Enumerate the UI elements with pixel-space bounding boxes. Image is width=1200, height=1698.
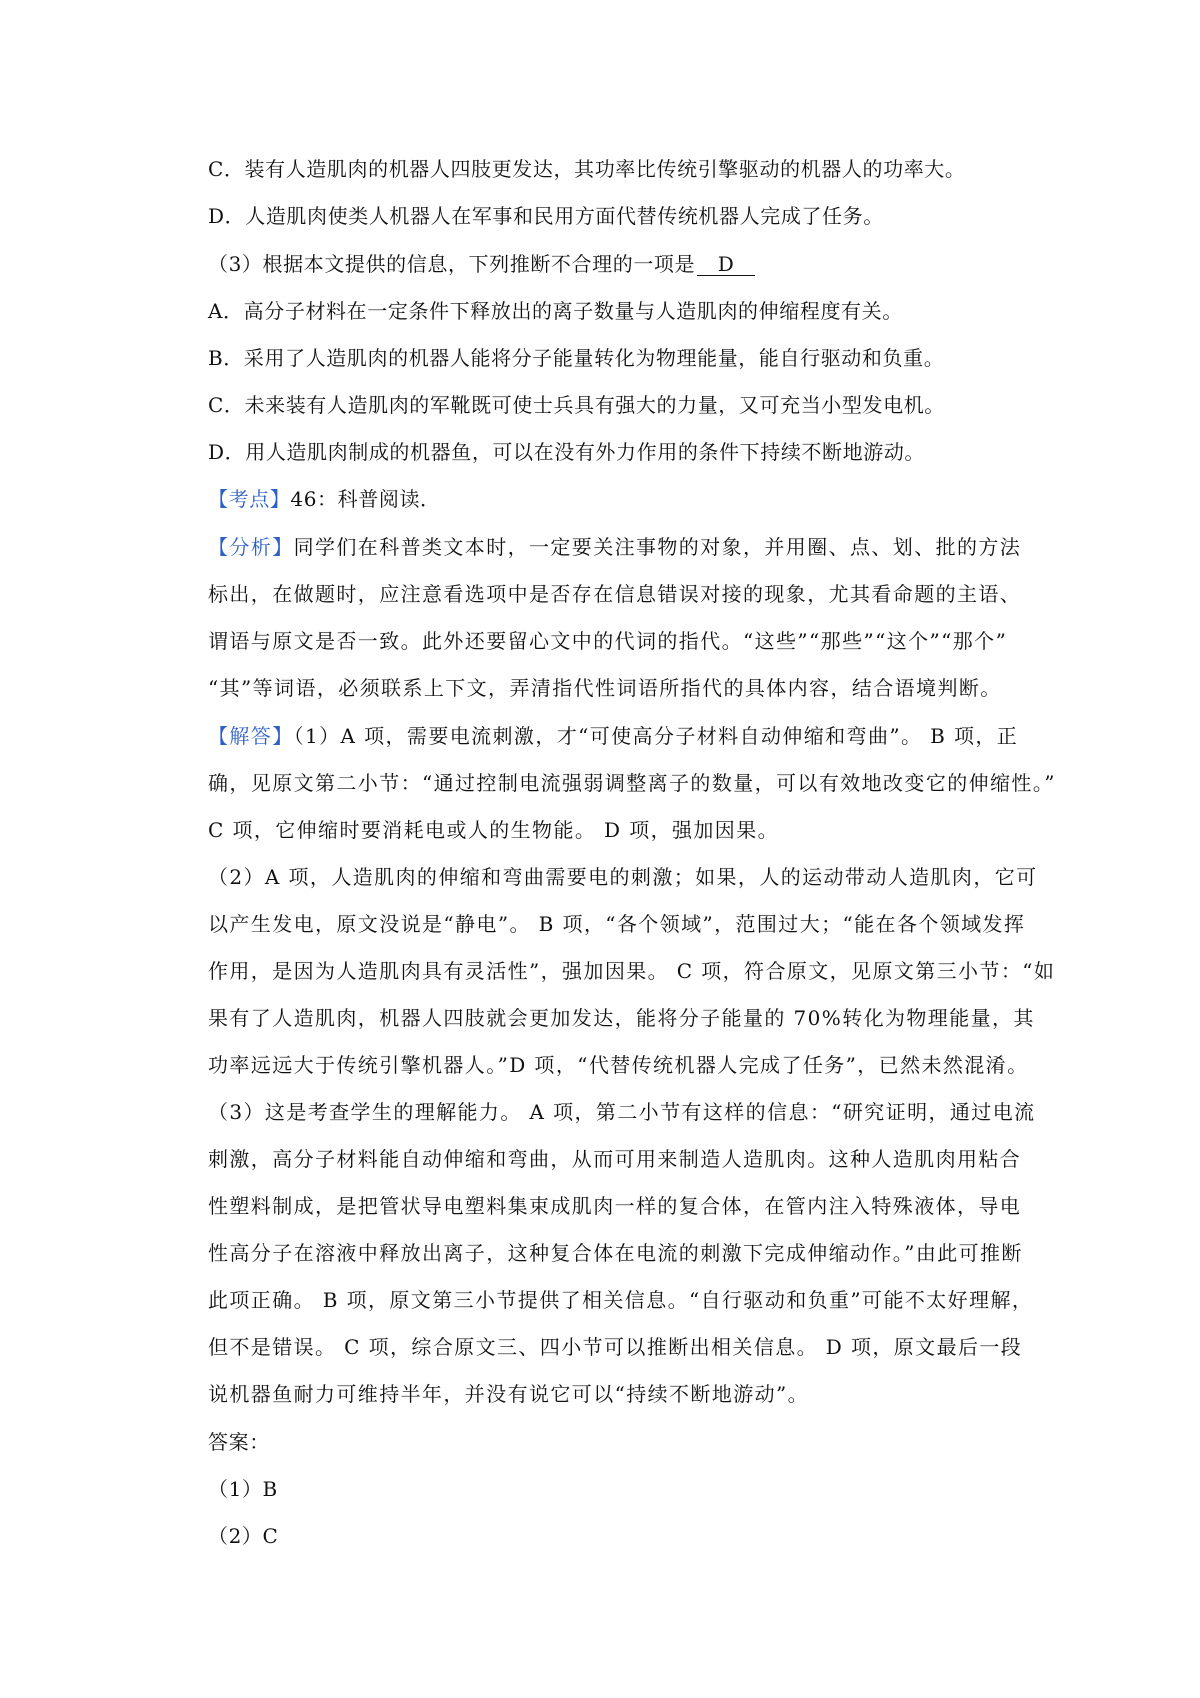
fenxi-line: 标出，在做题时，应注意看选项中是否存在信息错误对接的现象，尤其看命题的主语、 [208,582,1022,606]
answer-item: （2）C [208,1524,279,1548]
fenxi-line: 同学们在科普类文本时，一定要关注事物的对象，并用圈、点、划、批的方法 [293,535,1022,559]
jieda-line: 说机器鱼耐力可维持半年，并没有说它可以“持续不断地游动”。 [208,1382,810,1406]
kaodian-row [208,484,1038,514]
jieda-line: C 项，它伸缩时要消耗电或人的生物能。 D 项，强加因果。 [208,818,780,842]
fenxi-line: 谓语与原文是否一致。此外还要留心文中的代词的指代。“这些”“那些”“这个”“那个” [208,629,1008,653]
answer-label: 答案： [208,1430,270,1454]
kaodian-text: 46：科普阅读． [290,487,441,511]
q3-stem-text: （3）根据本文提供的信息，下列推断不合理的一项是 [208,252,696,276]
fenxi-line: “其”等词语，必须联系上下文，弄清指代性词语所指代的具体内容，结合语境判断。 [208,676,1002,700]
jieda-line: 性塑料制成，是把管状导电塑料集束成肌肉一样的复合体，在管内注入特殊液体，导电 [208,1194,1022,1218]
jieda-line: 功率远远大于传统引擎机器人。”D 项，“代替传统机器人完成了任务”，已然未然混淆。 [208,1053,1029,1077]
jieda-line: 果有了人造肌肉，机器人四肢就会更加发达，能将分子能量的 70%转化为物理能量，其 [208,1006,1035,1030]
jieda-row [208,721,1038,751]
jieda-tag: 【解答】 [208,724,294,748]
jieda-line: （2）A 项，人造肌肉的伸缩和弯曲需要电的刺激；如果，人的运动带动人造肌肉，它可 [208,865,1038,889]
jieda-line: 作用，是因为人造肌肉具有灵活性”，强加因果。 C 项，符合原文，见原文第三小节：“如 [208,959,1056,983]
answer-item: （1）B [208,1477,278,1501]
q3-option-d: D．用人造肌肉制成的机器鱼，可以在没有外力作用的条件下持续不断地游动。 [208,440,926,464]
jieda-line: 此项正确。 B 项，原文第三小节提供了相关信息。“自行驱动和负重”可能不太好理解， [208,1288,1034,1312]
jieda-line: 以产生发电，原文没说是“静电”。 B 项，“各个领域”，范围过大；“能在各个领域发挥 [208,912,1026,936]
jieda-line: （1）A 项，需要电流刺激，才“可使高分子材料自动伸缩和弯曲”。 B 项，正 [293,724,1019,748]
q3-answer-blank: D [697,253,755,276]
jieda-line: 确，见原文第二小节：“通过控制电流强弱调整离子的数量，可以有效地改变它的伸缩性。” [208,771,1056,795]
q3-stem [208,249,1038,279]
q3-option-a: A．高分子材料在一定条件下释放出的离子数量与人造肌肉的伸缩程度有关。 [208,299,903,323]
jieda-line: 性高分子在溶液中释放出离子，这种复合体在电流的刺激下完成伸缩动作。”由此可推断 [208,1241,1023,1265]
fenxi-tag: 【分析】 [208,535,294,559]
q2-option-c: C．装有人造肌肉的机器人四肢更发达，其功率比传统引擎驱动的机器人的功率大。 [208,157,966,181]
jieda-line: 刺激，高分子材料能自动伸缩和弯曲，从而可用来制造人造肌肉。这种人造肌肉用粘合 [208,1147,1022,1171]
jieda-line: （3）这是考查学生的理解能力。 A 项，第二小节有这样的信息：“研究证明，通过电流 [208,1100,1036,1124]
q3-option-c: C．未来装有人造肌肉的军靴既可使士兵具有强大的力量，又可充当小型发电机。 [208,393,945,417]
jieda-line: 但不是错误。 C 项，综合原文三、四小节可以推断出相关信息。 D 项，原文最后一段 [208,1335,1023,1359]
kaodian-tag: 【考点】 [208,487,291,511]
q2-option-d: D．人造肌肉使类人机器人在军事和民用方面代替传统机器人完成了任务。 [208,204,884,228]
q3-option-b: B．采用了人造肌肉的机器人能将分子能量转化为物理能量，能自行驱动和负重。 [208,346,945,370]
fenxi-row [208,532,1038,562]
